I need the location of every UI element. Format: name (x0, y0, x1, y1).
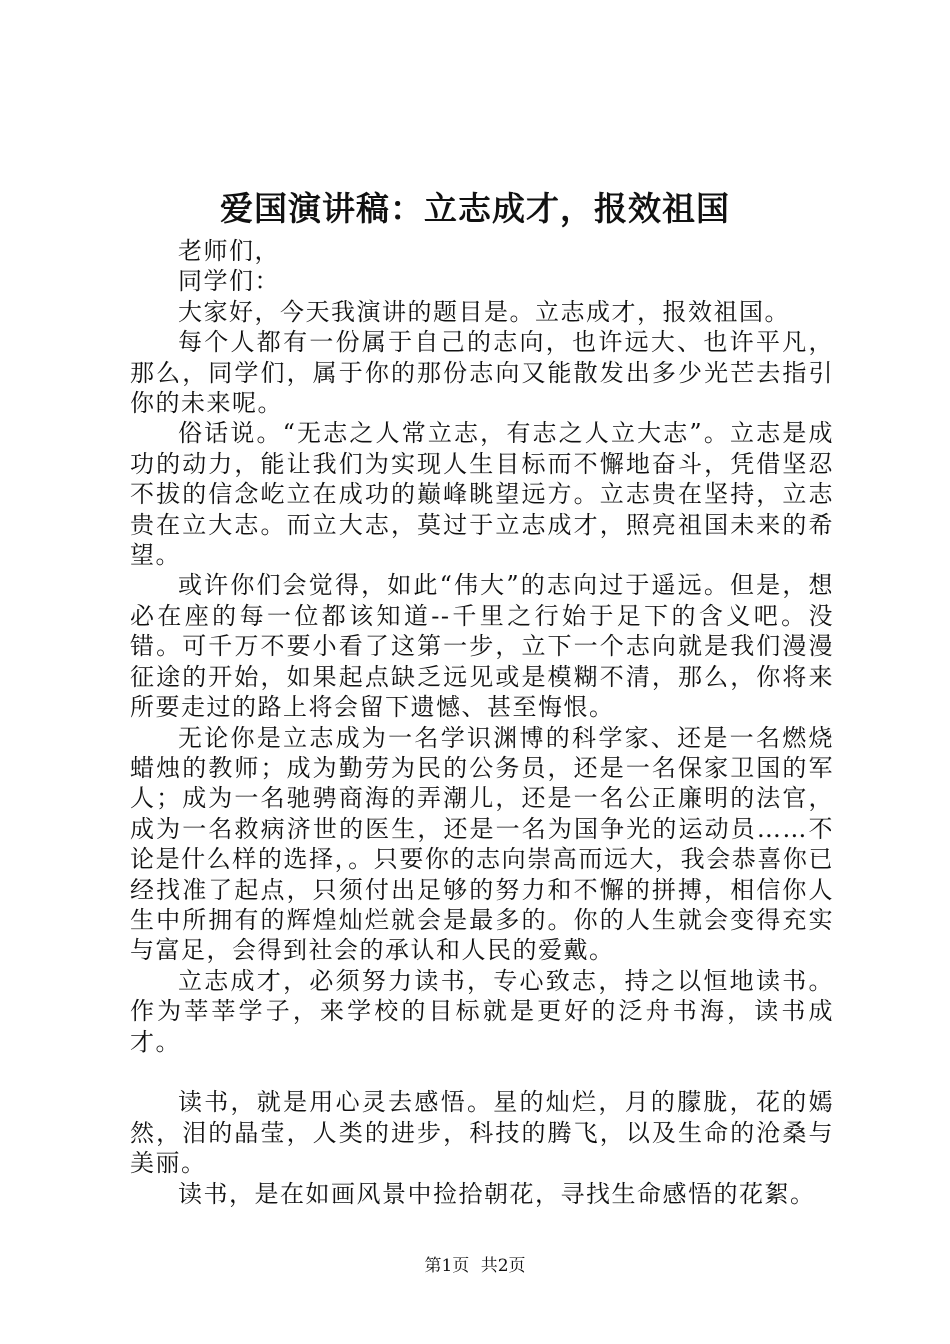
paragraph-reading-feeling: 读书，就是用心灵去感悟。星的灿烂，月的朦胧，花的嫣然，泪的晶莹，人类的进步，科技的腾飞，以及生命的沧桑与美丽。 (130, 1088, 834, 1178)
page-footer (0, 1254, 950, 1278)
document-body (130, 236, 834, 1209)
blank-line (130, 1057, 834, 1087)
paragraph-intro: 大家好，今天我演讲的题目是。立志成才，报效祖国。 (178, 297, 790, 326)
page-number: 第1页 (424, 1256, 470, 1276)
paragraph-first-step: 或许你们会觉得，如此“伟大”的志向过于遥远。但是，想必在座的每一位都该知道--千里之行始于足下的含义吧。没错。可千万不要小看了这第一步，立下一个志向就是我们漫漫征途的开始，如果起点缺乏远见或是模糊不清，那么，你将来所要走过的路上将会留下遗憾、甚至悔恨。 (130, 571, 834, 722)
paragraph-proverb: 俗话说。“无志之人常立志，有志之人立大志”。立志是成功的动力，能让我们为实现人生目标而不懈地奋斗，凭借坚忍不拔的信念屹立在成功的巅峰眺望远方。立志贵在坚持，立志贵在立大志。而立大志，莫过于立志成才，照亮祖国未来的希望。 (130, 419, 834, 570)
paragraph-ambition: 每个人都有一份属于自己的志向，也许远大、也许平凡，那么，同学们，属于你的那份志向又能散发出多少光芒去指引你的未来呢。 (130, 328, 834, 418)
paragraph-study: 立志成才，必须努力读书，专心致志，持之以恒地读书。作为莘莘学子，来学校的目标就是更好的泛舟书海，读书成才。 (130, 966, 834, 1056)
document-title: 爱国演讲稿：立志成才，报效祖国 (220, 189, 730, 228)
page-total: 共2页 (480, 1256, 526, 1276)
salutation-students: 同学们： (178, 267, 280, 296)
salutation-teachers: 老师们， (178, 237, 280, 265)
paragraph-career-choices: 无论你是立志成为一名学识渊博的科学家、还是一名燃烧蜡烛的教师；成为勤劳为民的公务员，还是一名保家卫国的军人；成为一名驰骋商海的弄潮儿，还是一名公正廉明的法官，成为一名救病济世的医生，还是一名为国争光的运动员……不论是什么样的选择，。只要你的志向崇高而远大，我会恭喜你已经找准了起点，只须付出足够的努力和不懈的拼搏，相信你人生中所拥有的辉煌灿烂就会是最多的。你的人生就会变得充实与富足，会得到社会的承认和人民的爱戴。 (130, 723, 834, 965)
paragraph-reading-flowers: 读书，是在如画风景中捡拾朝花，寻找生命感悟的花絮。 (178, 1179, 816, 1208)
